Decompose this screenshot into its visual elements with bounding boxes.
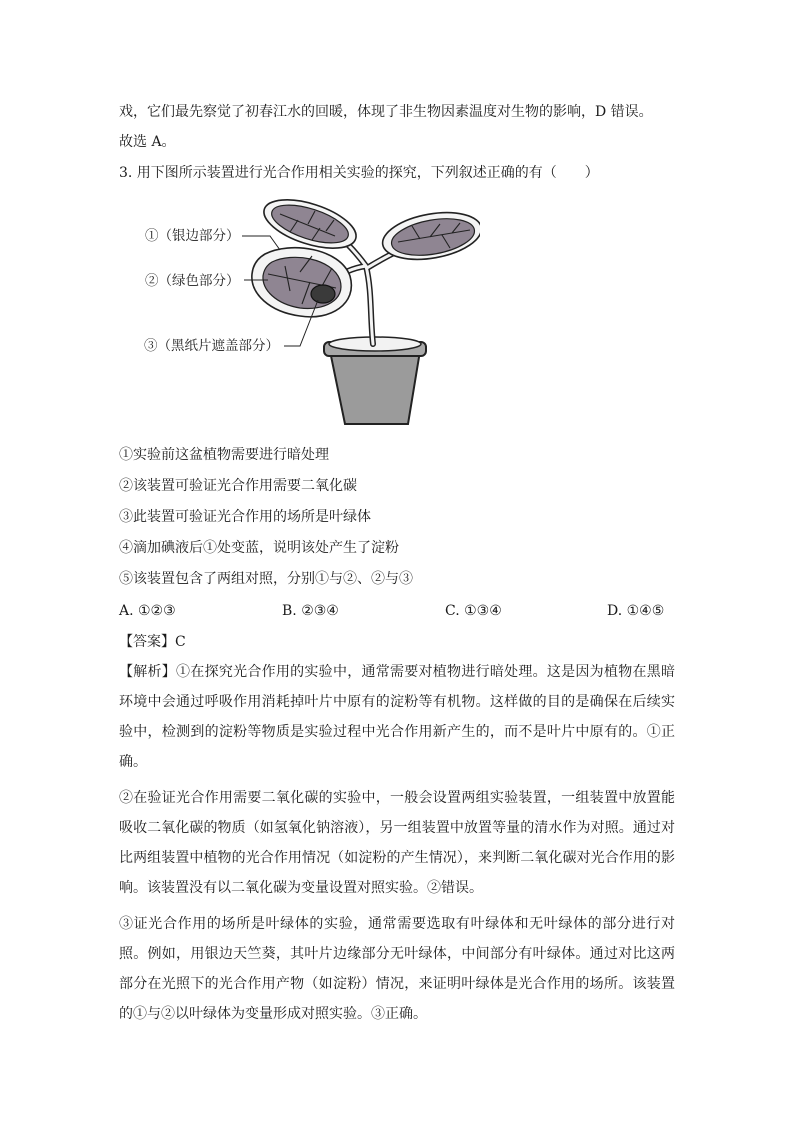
figure-label-black-paper: ③（黑纸片遮盖部分） bbox=[144, 338, 279, 354]
analysis-paragraph-1: 【解析】①在探究光合作用的实验中，通常需要对植物进行暗处理。这是因为植物在黑暗环境中会通过呼吸作用消耗掉叶片中原有的淀粉等有机物。这样做的目的是确保在后续实验中，检测到的淀粉等物质是实验过程中光合作用新产生的，而不是叶片中原有的。①正确。 bbox=[119, 664, 675, 770]
analysis-paragraph-3: ③证光合作用的场所是叶绿体的实验，通常需要选取有叶绿体和无叶绿体的部分进行对照。例如，用银边天竺葵，其叶片边缘部分无叶绿体，中间部分有叶绿体。通过对比这两部分在光照下的光合作用产物（如淀粉）情况，来证明叶绿体是光合作用的场所。该装置的①与②以叶绿体为变量形成对照实验。③正确。 bbox=[119, 916, 675, 1022]
plant-experiment-figure bbox=[140, 196, 480, 432]
intro-line-1: 戏，它们最先察觉了初春江水的回暖，体现了非生物因素温度对生物的影响，D 错误。 bbox=[119, 104, 653, 120]
option-d: D. ①④⑤ bbox=[607, 603, 665, 619]
option-b: B. ②③④ bbox=[282, 603, 339, 619]
statement-4: ④滴加碘液后①处变蓝，说明该处产生了淀粉 bbox=[119, 540, 399, 556]
analysis-paragraph-2: ②在验证光合作用需要二氧化碳的实验中，一般会设置两组实验装置，一组装置中放置能吸收二氧化碳的物质（如氢氧化钠溶液），另一组装置中放置等量的清水作为对照。通过对比两组装置中植物的光合作用情况（如淀粉的产生情况），来判断二氧化碳对光合作用的影响。该装置没有以二氧化碳为变量设置对照实验。②错误。 bbox=[119, 790, 675, 896]
figure-label-green-part: ②（绿色部分） bbox=[145, 273, 240, 289]
statement-2: ②该装置可验证光合作用需要二氧化碳 bbox=[119, 478, 357, 494]
statement-1: ①实验前这盆植物需要进行暗处理 bbox=[119, 447, 329, 463]
figure-label-silver-edge: ①（银边部分） bbox=[145, 228, 240, 244]
option-c: C. ①③④ bbox=[445, 603, 502, 619]
question-stem: 3. 用下图所示装置进行光合作用相关实验的探究，下列叙述正确的有（ ） bbox=[119, 165, 599, 181]
statement-3: ③此装置可验证光合作用的场所是叶绿体 bbox=[119, 509, 371, 525]
statement-5: ⑤该装置包含了两组对照，分别①与②、②与③ bbox=[119, 571, 413, 587]
answer-label: 【答案】C bbox=[119, 634, 186, 650]
option-a: A. ①②③ bbox=[119, 603, 176, 619]
intro-line-2: 故选 A。 bbox=[119, 134, 176, 150]
